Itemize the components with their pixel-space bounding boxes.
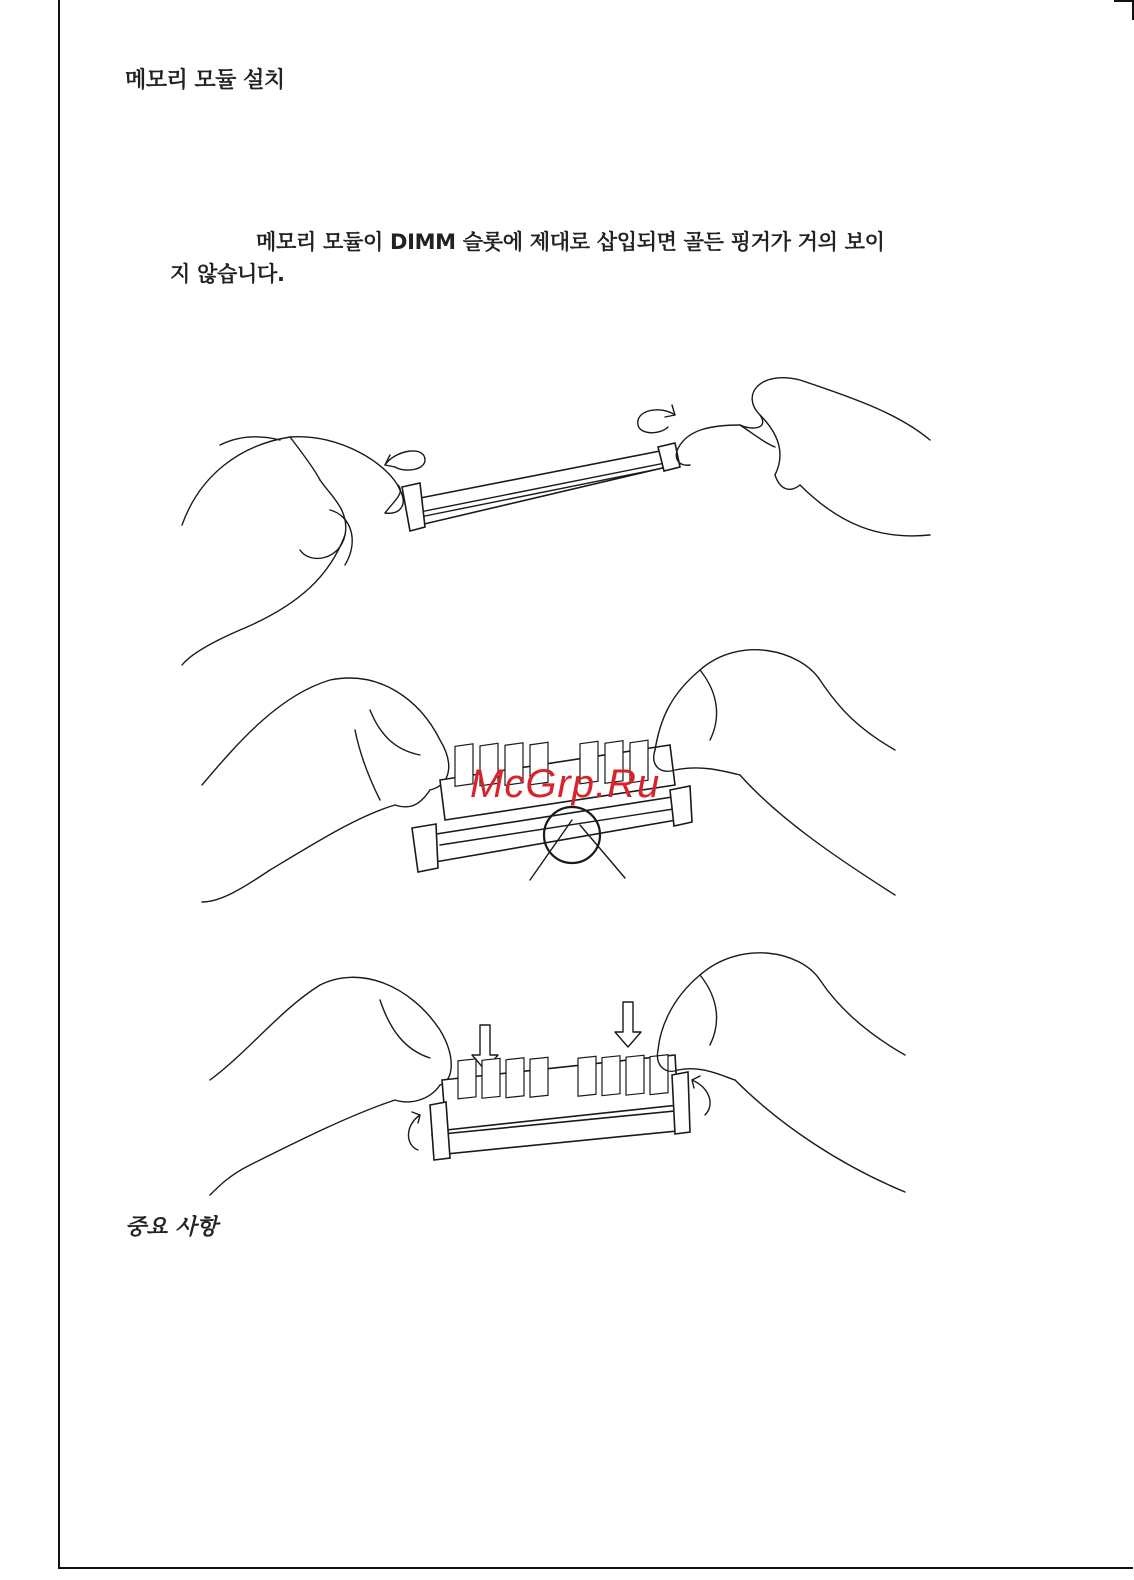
important-heading: 중요 사항 [125,1215,218,1240]
press-down-illustration [180,940,940,1204]
open-clips-illustration [180,375,940,679]
note-line-2: 지 않습니다. [170,262,285,286]
corner-mark [1114,0,1134,20]
note-line-1: 메모리 모듈이 DIMM 슬롯에 제대로 삽입되면 골든 핑거가 거의 보이 [256,230,885,254]
section-title: 메모리 모듈 설치 [125,68,285,93]
watermark: McGrp.Ru [470,762,661,806]
